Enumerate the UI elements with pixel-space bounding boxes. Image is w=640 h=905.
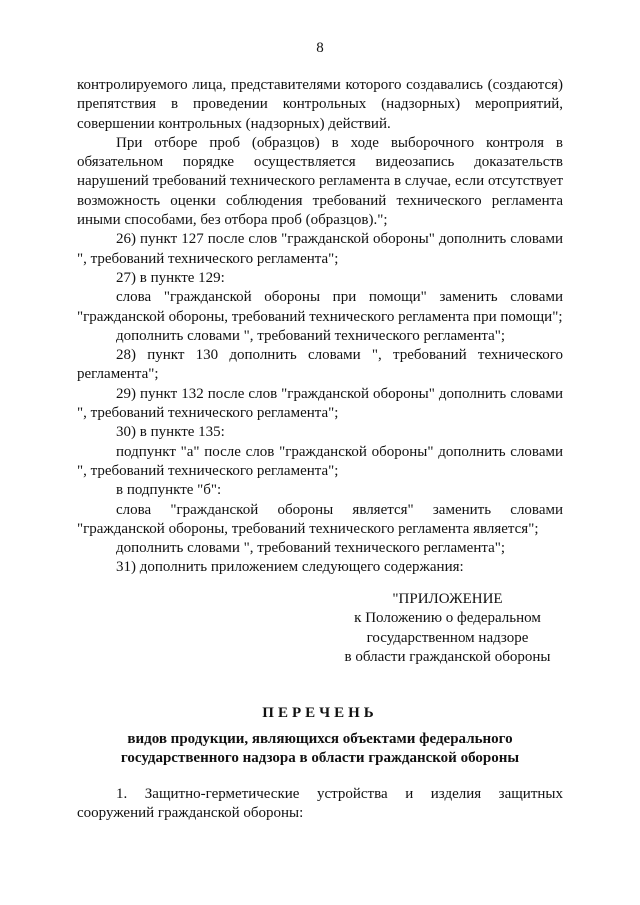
list-item-text: 1. Защитно-герметические устройства и изделия защитных сооружений гражданской обороны:	[77, 786, 563, 822]
paragraph: При отборе проб (образцов) в ходе выборочного контроля в обязательном порядке осуществляется видеозапись доказательств нарушений требований технического регламента в случае, если отсутствует возможность оценки соблюдения требований технического регламента иными способами, без отбора проб (образцов).";	[77, 134, 563, 229]
paragraph: дополнить словами ", требований технического регламента";	[116, 540, 506, 557]
paragraph: 26) пункт 127 после слов "гражданской обороны" дополнить словами ", требований технического регламента";	[77, 231, 563, 267]
paragraph: слова "гражданской обороны при помощи" заменить словами "гражданской обороны, требований технического регламента при помощи";	[77, 289, 563, 325]
appendix-line: к Положению о федеральном	[354, 610, 541, 627]
appendix-heading	[330, 590, 565, 667]
list-title: ПЕРЕЧЕНЬ	[262, 705, 378, 721]
list-subtitle	[80, 730, 560, 768]
paragraph: в подпункте "б":	[116, 482, 222, 499]
paragraph: 31) дополнить приложением следующего содержания:	[116, 559, 464, 576]
paragraph: слова "гражданской обороны является" заменить словами "гражданской обороны, требований технического регламента является";	[77, 501, 563, 537]
paragraph: дополнить словами ", требований технического регламента";	[116, 327, 506, 344]
paragraph: 28) пункт 130 дополнить словами ", требований технического регламента";	[77, 347, 563, 383]
paragraph: подпункт "а" после слов "гражданской обороны" дополнить словами ", требований технического регламента";	[77, 443, 563, 479]
paragraph: 30) в пункте 135:	[116, 424, 225, 441]
document-body	[77, 76, 563, 578]
paragraph: 27) в пункте 129:	[116, 269, 225, 286]
page-number: 8	[316, 40, 324, 56]
appendix-line: в области гражданской обороны	[344, 648, 551, 665]
appendix-line: "ПРИЛОЖЕНИЕ	[392, 591, 503, 607]
paragraph: 29) пункт 132 после слов "гражданской обороны" дополнить словами ", требований технического регламента";	[77, 385, 563, 422]
list-subtitle-line: государственного надзора в области гражданской обороны	[120, 750, 520, 766]
list-item	[77, 785, 563, 824]
appendix-line: государственном надзоре	[366, 629, 529, 646]
paragraph: контролируемого лица, представителями которого создавались (создаются) препятствия в проведении контрольных (надзорных) мероприятий, совершении контрольных (надзорных) действий.	[77, 77, 563, 132]
list-subtitle-line: видов продукции, являющихся объектами федерального	[127, 731, 513, 747]
